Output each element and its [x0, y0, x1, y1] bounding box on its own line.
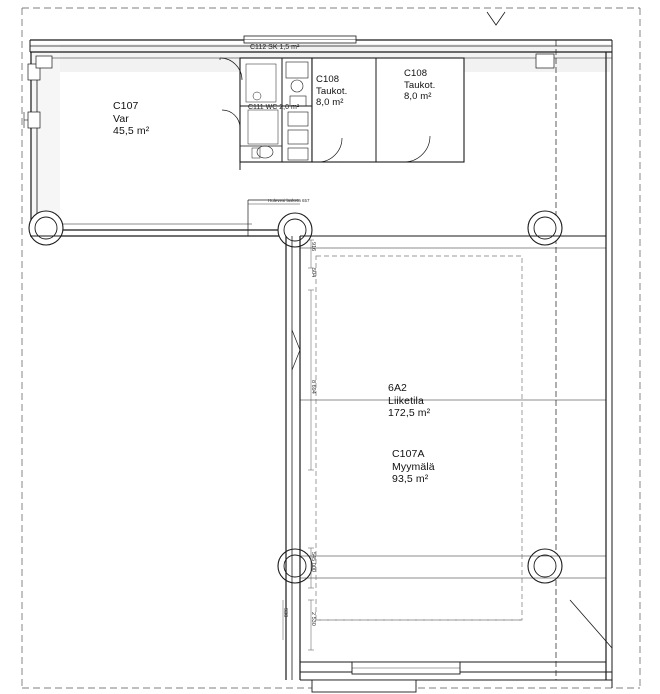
- roof-direction-marker: [487, 12, 505, 25]
- room-label-c112: C112 SK 1,5 m²: [250, 44, 300, 51]
- room-label-6a2: 6A2 Liiketila 172,5 m²: [388, 382, 431, 419]
- retail-area-outline: [300, 236, 612, 680]
- room-label-c108-left: C108 Taukot. 8,0 m²: [316, 74, 348, 108]
- dimension-2530: 2 530: [310, 612, 316, 626]
- room-label-c108-right: C108 Taukot. 8,0 m²: [404, 68, 436, 102]
- entrance-bottom: [312, 662, 460, 692]
- central-wall-spine: [286, 236, 300, 680]
- dimension-930: 930: [282, 608, 288, 618]
- structural-columns: [29, 211, 562, 583]
- exterior-wall-right-upper: [556, 40, 612, 688]
- room-label-c107a: C107A Myymälä 93,5 m²: [392, 448, 435, 485]
- dimension-916: 916: [310, 242, 316, 252]
- dimension-504: 504: [310, 268, 316, 278]
- room-label-c111: C111 WC 2,0 m²: [248, 104, 300, 111]
- left-lower-area: [30, 200, 300, 236]
- dimension-545000: 545 000: [310, 552, 316, 572]
- room-label-c107: C107 Var 45,5 m²: [113, 100, 150, 137]
- dimension-8694: 8 694: [310, 380, 316, 394]
- top-beam: [244, 36, 356, 43]
- dimension-lines: [283, 240, 314, 650]
- retail-zone-dashed: [316, 256, 522, 620]
- corridor-note: Hulevesi lasketu 657: [268, 198, 310, 203]
